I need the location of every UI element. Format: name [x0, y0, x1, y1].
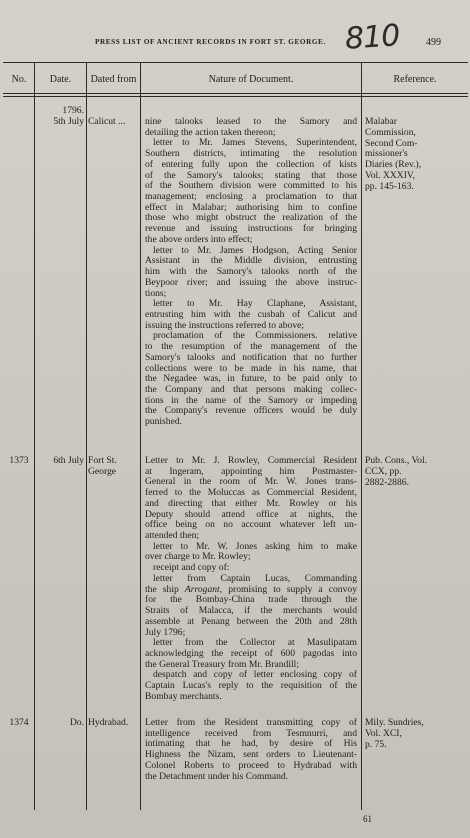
nature-line: proclamation of the Commissioners. relative — [153, 330, 357, 342]
nature-line: letter to Mr. W. Jones asking him to make — [153, 540, 357, 552]
nature-line: tions; — [145, 287, 167, 299]
entry-nature — [145, 456, 357, 703]
entry-reference-line: Diaries (Rev.), — [365, 159, 422, 171]
entry-date — [37, 106, 84, 128]
nature-line: the Company's revenue officers would be duly — [145, 405, 357, 417]
entry-date — [37, 456, 84, 467]
entry-reference-line: 2882-2886. — [365, 476, 409, 488]
entry-dated-from — [88, 718, 138, 729]
nature-line: collections were to be made in his name, that — [145, 362, 357, 374]
entry-reference-line: Vol. XXXIV, — [365, 169, 416, 181]
nature-line: the Company and that persons making collec- — [145, 383, 357, 395]
entry-nature — [145, 718, 357, 782]
nature-line: of the Southern division were committed to his — [145, 180, 357, 192]
nature-line: issuing the instructions referred to above; — [145, 319, 305, 331]
entry-nature — [145, 117, 357, 428]
nature-line: over charge to Mr. Rowley; — [145, 551, 251, 563]
nature-line: Bombay merchants. — [145, 690, 222, 702]
nature-line: Colonel Roberts to proceed to Hydrabad with — [145, 759, 357, 771]
nature-line: letter from the Collector at Masulipatam — [153, 637, 357, 649]
column-divider — [34, 62, 35, 810]
entry-reference-line: pp. 145-163. — [365, 180, 414, 192]
top-rule — [3, 62, 468, 63]
nature-line: Captain Lucas's reply to the requisition of the — [145, 680, 357, 692]
nature-line: Beypoor river; and issuing the above instruc- — [145, 276, 357, 288]
header-bottom-rule — [3, 93, 468, 94]
entry-reference-line: Mily. Sundries, — [365, 717, 424, 728]
nature-line: Letter to Mr. J. Rowley, Commercial Resident — [145, 455, 357, 466]
nature-line: those who might obstruct the realization of the — [145, 212, 357, 224]
nature-line: the Negadee was, in future, to be paid only to — [145, 373, 357, 385]
nature-line: receipt and copy of: — [153, 562, 230, 574]
entry-date — [37, 718, 84, 729]
nature-line: of entering fully upon the collection of kists — [145, 158, 357, 170]
nature-line: intimating that he had, by desire of His — [145, 738, 357, 750]
nature-line: Highness the Nizam, sent orders to Lieutenant- — [145, 749, 357, 761]
nature-line: the above orders into effect; — [145, 233, 253, 245]
nature-line: entrusting him with the cusbah of Calicut and — [145, 308, 357, 320]
nature-line: revenue and issuing instructions for bringing — [145, 223, 357, 235]
entry-date-line: 5th July — [53, 115, 84, 127]
running-title: PRESS LIST OF ANCIENT RECORDS IN FORT ST. GEORGE. — [95, 38, 326, 46]
nature-line: Assistant in the Middle division, entrusting — [145, 255, 357, 267]
nature-line: for the Bombay-China trade through the — [145, 594, 357, 606]
nature-line: tions in the name of the Samory or impeding — [145, 394, 357, 406]
nature-line: the ship Arrogant, promising to supply a convoy — [145, 583, 357, 595]
header-no: No. — [11, 74, 27, 85]
nature-line: Deputy should attend office at nights, the — [145, 508, 357, 520]
column-divider — [86, 62, 87, 810]
entry-reference-line: Commission, — [365, 126, 416, 138]
nature-line: Southern districts, intimating the resolution — [145, 148, 357, 160]
entry-reference-line: Pub. Cons., Vol. — [365, 455, 428, 466]
nature-line: the Detachment under his Command. — [145, 770, 289, 782]
nature-line: attended then; — [145, 530, 200, 542]
entry-dated-from-line: Fort St. — [88, 455, 117, 466]
nature-line: effect in Malabar; authorising him to confine — [145, 201, 357, 213]
header-date: Date. — [49, 74, 72, 85]
column-divider — [140, 62, 141, 810]
nature-line: ferred to the Moluccas as Commercial Resident, — [145, 487, 357, 499]
entry-reference — [365, 718, 467, 750]
nature-line: letter to Mr. Hay Claphane, Assistant, — [153, 298, 357, 310]
nature-line: management; enclosing a proclamation to that — [145, 191, 357, 203]
entry-reference-line: p. 75. — [365, 738, 387, 750]
entry-dated-from-line: Hydrabad. — [88, 717, 129, 728]
entry-date-line: 6th July — [53, 455, 84, 466]
column-divider — [361, 62, 362, 810]
nature-line: Letter from the Resident transmitting copy of — [145, 717, 357, 728]
entry-dated-from-line: George — [88, 465, 117, 477]
nature-line: at Ingeram, appointing him Postmaster- — [145, 465, 357, 477]
entry-date-line: 1796. — [62, 105, 84, 116]
nature-line: intelligence received from Tesmnurri, and — [145, 727, 357, 739]
nature-line: July 1796; — [145, 626, 186, 638]
page-number: 499 — [426, 37, 441, 48]
nature-line: acknowledging the receipt of 600 pagodas into — [145, 647, 357, 659]
nature-line: to the resumption of the management of the — [145, 341, 357, 353]
nature-line: General in the room of Mr. W. Jones trans- — [145, 476, 357, 488]
entry-dated-from — [88, 117, 138, 128]
nature-line: assemble at Penang between the 20th and 28th — [145, 615, 357, 627]
nature-line: letter to Mr. James Stevens, Superintendent, — [153, 137, 357, 149]
header-reference: Reference. — [393, 74, 437, 85]
entry-reference-line: CCX, pp. — [365, 465, 402, 477]
nature-line: Samory's talooks and notification that no further — [145, 351, 357, 363]
entry-number: 1374 — [9, 717, 29, 728]
header-nature: Nature of Document. — [208, 74, 294, 85]
nature-line: letter from Captain Lucas, Commanding — [153, 572, 357, 584]
nature-line: despatch and copy of letter enclosing copy of — [153, 669, 357, 681]
nature-line: him with the Samory's talooks north of the — [145, 266, 357, 278]
entry-reference — [365, 456, 467, 488]
entry-reference-line: Vol. XCI, — [365, 727, 402, 739]
entry-number: 1373 — [9, 455, 29, 466]
handwritten-page-mark: 810 — [343, 18, 401, 57]
nature-line: detailing the action taken thereon; — [145, 126, 276, 138]
footer-signature: 61 — [363, 814, 372, 824]
entry-date-line: Do. — [69, 717, 84, 728]
nature-line: and directing that either Mr. Rowley or his — [145, 497, 357, 509]
nature-line: the General Treasury from Mr. Brandill; — [145, 658, 300, 670]
entry-reference — [365, 117, 467, 193]
entry-reference-line: Malabar — [365, 116, 397, 127]
header-dated-from: Dated from — [90, 74, 137, 85]
entry-reference-line: Second Com- — [365, 137, 418, 149]
nature-line: letter to Mr. James Hodgson, Acting Senior — [153, 244, 357, 256]
nature-line: nine talooks leased to the Samory and — [145, 116, 357, 127]
header-double-rule — [3, 96, 468, 97]
nature-line: of the Samory's talooks; stating that those — [145, 169, 357, 181]
entry-dated-from-line: Calicut ... — [88, 116, 126, 127]
nature-line: office being on no account whatever left un- — [145, 519, 357, 531]
nature-line: punished. — [145, 416, 183, 428]
entry-reference-line: missioner's — [365, 148, 408, 160]
nature-line: Straits of Malacca, if the merchants would — [145, 605, 357, 617]
entry-dated-from — [88, 456, 138, 478]
